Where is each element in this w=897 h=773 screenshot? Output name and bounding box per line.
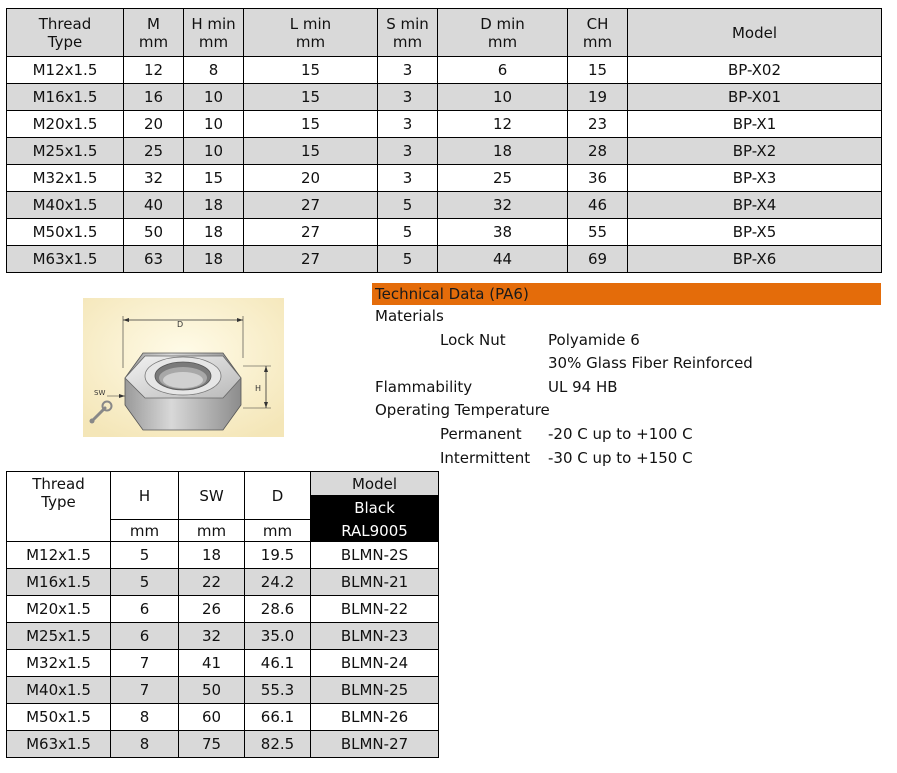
table-cell: 27 (244, 246, 378, 273)
table-cell: 8 (111, 731, 179, 758)
table-cell: 82.5 (245, 731, 311, 758)
table-row (7, 677, 439, 704)
table-cell: 15 (244, 138, 378, 165)
permanent-value: -20 C up to +100 C (548, 424, 693, 443)
table-cell: 3 (378, 57, 438, 84)
header-black: Black (311, 496, 439, 520)
table-row (7, 246, 882, 273)
table-row (7, 165, 882, 192)
header-model: Model (311, 472, 439, 496)
table-cell: BLMN-23 (311, 623, 439, 650)
header-s-min: S min mm (378, 9, 438, 57)
header-ch: CH mm (568, 9, 628, 57)
unit-sw: mm (179, 520, 245, 542)
technical-data (372, 283, 881, 470)
table-cell: 32 (179, 623, 245, 650)
table-cell: 26 (179, 596, 245, 623)
table-cell: 50 (124, 219, 184, 246)
table-cell: 20 (244, 165, 378, 192)
label-d: D (177, 320, 184, 329)
flammability-value: UL 94 HB (548, 377, 618, 396)
header-d: D (245, 472, 311, 520)
header-h: H (111, 472, 179, 520)
table-cell: 6 (438, 57, 568, 84)
table-cell: 10 (438, 84, 568, 111)
table-row (7, 704, 439, 731)
table-cell: 3 (378, 138, 438, 165)
table-cell: 60 (179, 704, 245, 731)
table-cell: 3 (378, 111, 438, 138)
table-cell: 5 (111, 569, 179, 596)
table-cell: 5 (378, 219, 438, 246)
table-cell: 3 (378, 165, 438, 192)
table-cell: 18 (184, 192, 244, 219)
table-cell: 19.5 (245, 542, 311, 569)
table-cell: 55.3 (245, 677, 311, 704)
table-cell: BLMN-21 (311, 569, 439, 596)
table-cell: 69 (568, 246, 628, 273)
table-cell: BLMN-27 (311, 731, 439, 758)
table-cell: 28 (568, 138, 628, 165)
table-cell: M12x1.5 (7, 542, 111, 569)
table-cell: 15 (568, 57, 628, 84)
table-cell: 27 (244, 219, 378, 246)
table-cell: 15 (244, 57, 378, 84)
flammability-label: Flammability (375, 377, 473, 396)
table-cell: 36 (568, 165, 628, 192)
intermittent-value: -30 C up to +150 C (548, 448, 693, 467)
table-cell: 44 (438, 246, 568, 273)
table-cell: M40x1.5 (7, 192, 124, 219)
table-cell: 8 (184, 57, 244, 84)
table-cell: 18 (179, 542, 245, 569)
table-cell: M16x1.5 (7, 569, 111, 596)
table-cell: 12 (438, 111, 568, 138)
lock-nut-label: Lock Nut (440, 330, 506, 349)
table-cell: M63x1.5 (7, 246, 124, 273)
table-cell: 46.1 (245, 650, 311, 677)
table-cell: 15 (184, 165, 244, 192)
table-cell: 24.2 (245, 569, 311, 596)
table-cell: 55 (568, 219, 628, 246)
table-cell: 16 (124, 84, 184, 111)
table-cell: BLMN-24 (311, 650, 439, 677)
table-cell: BLMN-22 (311, 596, 439, 623)
lock-nut-material: Polyamide 6 (548, 330, 640, 349)
intermittent-label: Intermittent (440, 448, 531, 467)
table-cell: BP-X2 (628, 138, 882, 165)
table-cell: 25 (124, 138, 184, 165)
header-d-min: D min mm (438, 9, 568, 57)
table-row (7, 138, 882, 165)
lock-nut-drawing (83, 298, 284, 437)
table-cell: M12x1.5 (7, 57, 124, 84)
operating-temperature-label: Operating Temperature (375, 401, 550, 420)
header-ral: RAL9005 (311, 520, 439, 542)
table-cell: BLMN-26 (311, 704, 439, 731)
header-h-min: H min mm (184, 9, 244, 57)
table-cell: M63x1.5 (7, 731, 111, 758)
header-m: M mm (124, 9, 184, 57)
table-cell: BP-X6 (628, 246, 882, 273)
table-cell: 19 (568, 84, 628, 111)
table-row (7, 542, 439, 569)
materials-label: Materials (375, 307, 444, 325)
table-cell: 7 (111, 677, 179, 704)
table-cell: 32 (438, 192, 568, 219)
bp-spec-table (6, 8, 882, 273)
table-cell: 20 (124, 111, 184, 138)
table-row (7, 623, 439, 650)
table-cell: 66.1 (245, 704, 311, 731)
table-cell: 15 (244, 111, 378, 138)
table-cell: 38 (438, 219, 568, 246)
table-cell: 6 (111, 596, 179, 623)
table-cell: M32x1.5 (7, 650, 111, 677)
table-row (7, 219, 882, 246)
table-cell: 46 (568, 192, 628, 219)
table-cell: 5 (111, 542, 179, 569)
header-sw: SW (179, 472, 245, 520)
table-cell: 6 (111, 623, 179, 650)
table-row (7, 596, 439, 623)
table-cell: 27 (244, 192, 378, 219)
table-cell: 18 (184, 219, 244, 246)
table-cell: M25x1.5 (7, 623, 111, 650)
table-cell: M50x1.5 (7, 704, 111, 731)
table-row (7, 731, 439, 758)
table-cell: BP-X5 (628, 219, 882, 246)
table-cell: 25 (438, 165, 568, 192)
table-cell: 40 (124, 192, 184, 219)
table-cell: 10 (184, 138, 244, 165)
table-cell: 18 (438, 138, 568, 165)
lock-nut-reinforcement: 30% Glass Fiber Reinforced (548, 354, 753, 373)
table-cell: 50 (179, 677, 245, 704)
table-cell: 75 (179, 731, 245, 758)
label-sw: SW (94, 389, 106, 397)
table-cell: 12 (124, 57, 184, 84)
table-cell: M40x1.5 (7, 677, 111, 704)
table-row (7, 192, 882, 219)
permanent-label: Permanent (440, 424, 522, 443)
table-cell: M20x1.5 (7, 111, 124, 138)
table-cell: 5 (378, 192, 438, 219)
table-cell: BP-X4 (628, 192, 882, 219)
header-model: Model (628, 9, 882, 57)
table-cell: 18 (184, 246, 244, 273)
table-row (7, 111, 882, 138)
table-cell: M16x1.5 (7, 84, 124, 111)
table-row (7, 57, 882, 84)
table-cell: BP-X02 (628, 57, 882, 84)
table-cell: 32 (124, 165, 184, 192)
header-thread-type: Thread Type (7, 472, 111, 542)
table-cell: 22 (179, 569, 245, 596)
table-cell: 28.6 (245, 596, 311, 623)
table-row (7, 650, 439, 677)
table-cell: BP-X1 (628, 111, 882, 138)
table-cell: 10 (184, 111, 244, 138)
table-cell: 15 (244, 84, 378, 111)
header-l-min: L min mm (244, 9, 378, 57)
table-cell: 3 (378, 84, 438, 111)
table-cell: 35.0 (245, 623, 311, 650)
table-cell: M50x1.5 (7, 219, 124, 246)
unit-d: mm (245, 520, 311, 542)
table-row (7, 569, 439, 596)
table-cell: BP-X3 (628, 165, 882, 192)
tech-title: Technical Data (PA6) (372, 283, 881, 305)
table-cell: 7 (111, 650, 179, 677)
table-cell: 23 (568, 111, 628, 138)
blmn-spec-table (6, 471, 439, 758)
table-cell: M32x1.5 (7, 165, 124, 192)
label-h: H (255, 384, 262, 393)
table-cell: 5 (378, 246, 438, 273)
table-cell: 10 (184, 84, 244, 111)
table-cell: 8 (111, 704, 179, 731)
header-thread-type: Thread Type (7, 9, 124, 57)
table-cell: M25x1.5 (7, 138, 124, 165)
table-cell: 63 (124, 246, 184, 273)
table-row (7, 84, 882, 111)
table-cell: BLMN-25 (311, 677, 439, 704)
unit-h: mm (111, 520, 179, 542)
table-cell: BP-X01 (628, 84, 882, 111)
table-cell: M20x1.5 (7, 596, 111, 623)
table-cell: BLMN-2S (311, 542, 439, 569)
table-cell: 41 (179, 650, 245, 677)
